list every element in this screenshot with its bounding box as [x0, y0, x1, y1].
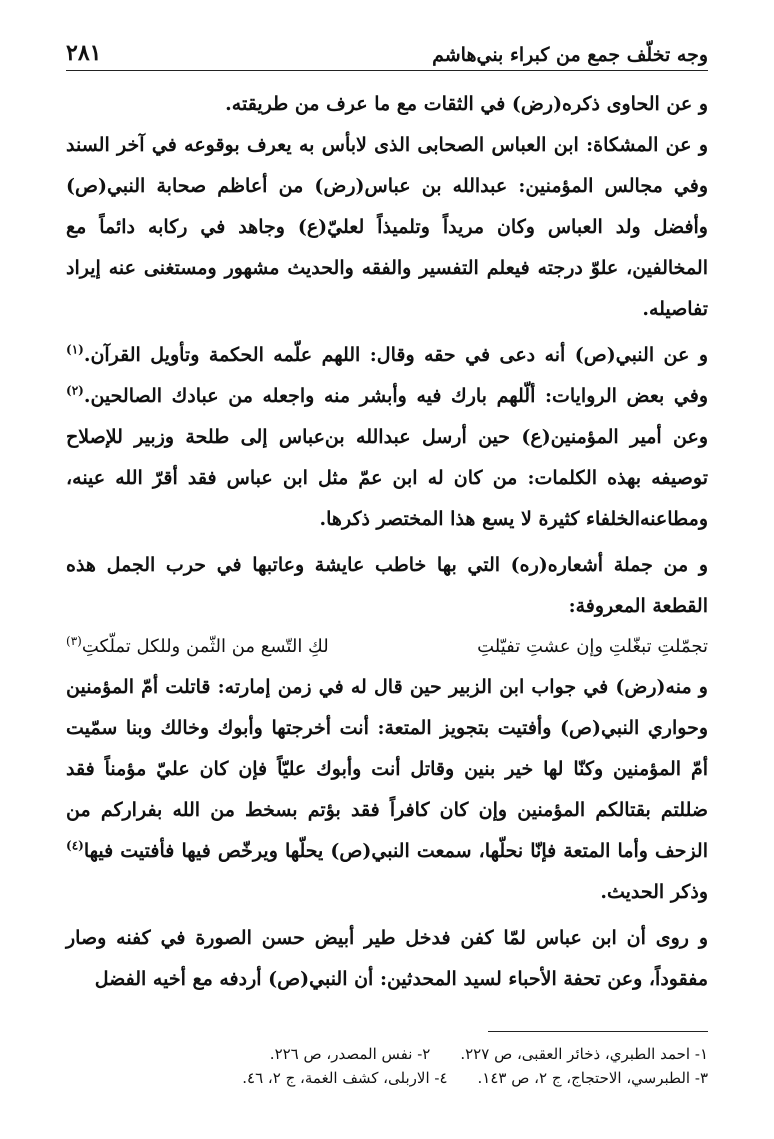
- page-header: [66, 30, 708, 71]
- footnote-ref-2: (٢): [66, 383, 84, 398]
- paragraph-6: و روى أن ابن عباس لمّا كفن فدخل طير أبيض حسن الصورة في كفنه وصار مفقوداً، وعن تحفة الأحباء لسيد المحدثين: أن النبي(ص) أردفه مع أخيه الفضل: [66, 927, 708, 990]
- body-text: [66, 84, 708, 1000]
- footnote-ref-3: (٣): [66, 634, 82, 648]
- footnotes: [66, 1031, 708, 1090]
- paragraph-3-part-c: وعن أمير المؤمنين(ع) حين أرسل عبدالله بن‌عباس إلى طلحة وزبير للإصلاح توصيفه بهذه الكلمات: من كان له ابن عمّ مثل ابن عباس فقد أقرّ الله عينه، ومطاعنه‌الخلفاء كثيرة لا يسع هذا المختصر ذكرها.: [66, 426, 708, 530]
- footnote-row-2: [66, 1066, 708, 1090]
- paragraph-3: [66, 335, 708, 540]
- footnote-3: ٣- الطبرسي، الاحتجاج، ج ٢، ص ١٤٣.: [477, 1069, 708, 1087]
- footnote-divider: [488, 1031, 708, 1032]
- paragraph-5: [66, 667, 708, 913]
- footnote-2: ٢- نفس المصدر، ص ٢٢٦.: [269, 1045, 431, 1063]
- verse-hemistich-2: لكِ التّسع من الثّمن وللكل تملّكتِ$^{(٣)}$: [66, 634, 329, 657]
- paragraph-5-part-a: و منه(رض) في جواب ابن الزبير حين قال له في زمن إمارته: قاتلت أمّ المؤمنين وحواري النبي(ص) وأفتيت بتجويز المتعة: أنت أخرجتها وأبوك وخالك وبنا سمّيت أمّ المؤمنين وكنّا لها خير بنين وقاتل أنت وأبوك عليّاً فإن كان عليّ مؤمناً فقد ضللتم بقتالكم المؤمنين وإن كان كافراً فقد بؤتم بسخط من الله بفراركم من الزحف وأما المتعة فإنّا نحلّها، سمعت النبي(ص) يحلّها ويرخّص فيها فأفتيت فيها: [66, 676, 708, 862]
- page-number: ٢٨١: [66, 40, 102, 66]
- paragraph-1: و عن الحاوى ذكره(رض) في الثقات مع ما عرف من طريقته.: [225, 93, 708, 115]
- footnote-ref-4: (٤): [66, 838, 84, 853]
- paragraph-3-part-b: وفي بعض الروايات: ألّلهم بارك فيه وأبشر منه واجعله من عبادك الصالحين.: [83, 385, 708, 407]
- paragraph-4: و من جملة أشعاره(ره) التي بها خاطب عايشة وعاتبها في حرب الجمل هذه القطعة المعروفة:: [66, 554, 708, 617]
- poem-verse: [66, 627, 708, 667]
- footnote-4: ٤- الاربلى، كشف الغمة، ج ٢، ٤٦.: [242, 1069, 448, 1087]
- footnote-1: ١- احمد الطبري، ذخائر العقبى، ص ٢٢٧.: [460, 1045, 708, 1063]
- paragraph-2: و عن المشكاة: ابن العباس الصحابى الذى لابأس به يعرف بوقوعه في آخر السند وفي مجالس المؤمنين: عبدالله بن عباس(رض) من أعاظم صحابة النبي(ص) وأفضل ولد العباس وكان مريداً وتلميذاً لعليّ(ع) وجاهد في ركابه دائماً مع المخالفين، علوّ درجته فيعلم التفسير والفقه والحديث مشهور ومستغنى عنه إيراد تفاصيله.: [66, 134, 708, 320]
- running-title: وجه تخلّف جمع من كبراء بني‌هاشم: [432, 44, 708, 66]
- verse-hemistich-1: تجمّلتِ تبغّلتِ وإن عشتِ تفيّلتِ: [477, 636, 708, 657]
- paragraph-5-part-b: وذكر الحديث.: [600, 881, 708, 903]
- footnote-row-1: [66, 1042, 708, 1066]
- paragraph-3-part-a: و عن النبي(ص) أنه دعى في حقه وقال: اللهم علّمه الحكمة وتأويل القرآن.: [83, 344, 708, 366]
- footnote-ref-1: (١): [66, 342, 84, 357]
